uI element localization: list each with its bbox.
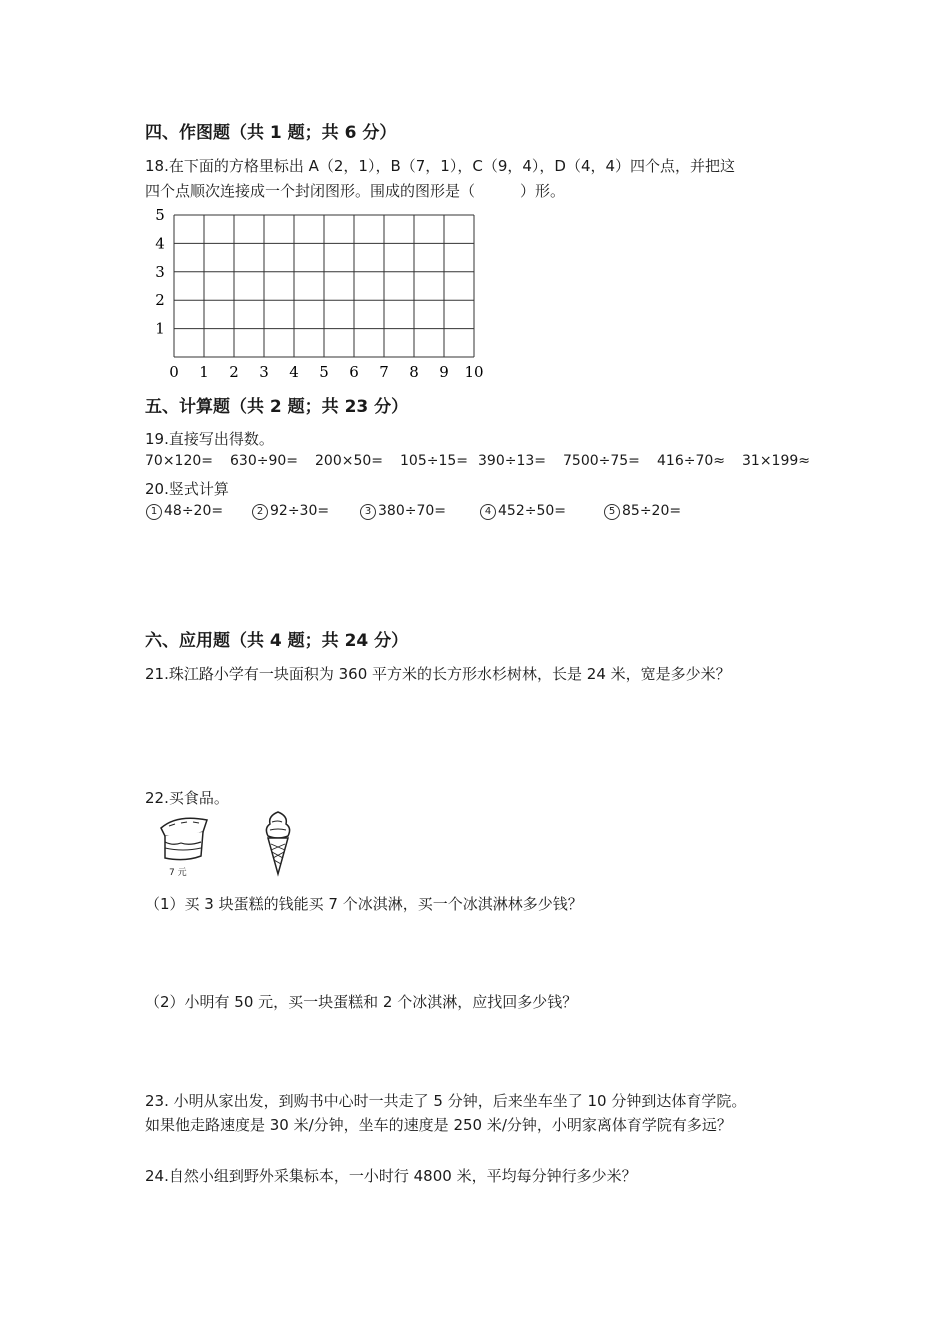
- x-tick-label: 10: [464, 363, 484, 381]
- section-4-heading: 四、作图题（共 1 题；共 6 分）: [145, 123, 397, 143]
- q20-item: 1 48÷20=: [146, 503, 223, 520]
- ice-cream-icon: [260, 808, 296, 880]
- x-tick-label: 3: [259, 363, 269, 381]
- q19-title: 19.直接写出得数。: [145, 430, 274, 448]
- q20-item: 3 380÷70=: [360, 503, 446, 520]
- section-5-heading: 五、计算题（共 2 题；共 23 分）: [145, 397, 409, 417]
- q18-line-2: 四个点顺次连接成一个封闭图形。围成的图形是（ ）形。: [145, 182, 566, 200]
- q22-sub-1: （1）买 3 块蛋糕的钱能买 7 个冰淇淋，买一个冰淇淋林多少钱？: [145, 895, 583, 913]
- x-tick-label: 0: [169, 363, 179, 381]
- q19-item: 390÷13=: [478, 453, 546, 469]
- q19-item: 70×120=: [145, 453, 213, 469]
- q23-line-1: 23. 小明从家出发，到购书中心时一共走了 5 分钟，后来坐车坐了 10 分钟到达体育学院。: [145, 1092, 747, 1110]
- q19-item: 416÷70≈: [657, 453, 725, 469]
- x-tick-label: 4: [289, 363, 299, 381]
- x-tick-label: 9: [439, 363, 449, 381]
- y-tick-label: 1: [155, 319, 165, 338]
- cake-price: 7 元: [169, 868, 187, 878]
- x-tick-label: 5: [319, 363, 329, 381]
- q20-item: 2 92÷30=: [252, 503, 329, 520]
- x-tick-label: 6: [349, 363, 359, 381]
- q18-line-1: 18.在下面的方格里标出 A（2，1），B（7，1），C（9，4），D（4，4）四个点，并把这: [145, 157, 736, 175]
- cake-icon: [155, 812, 213, 878]
- q22-sub-2: （2）小明有 50 元，买一块蛋糕和 2 个冰淇淋，应找回多少钱？: [145, 993, 578, 1011]
- y-tick-label: 3: [155, 262, 165, 281]
- x-tick-label: 8: [409, 363, 419, 381]
- y-tick-label: 4: [155, 234, 165, 253]
- q20-item: 5 85÷20=: [604, 503, 681, 520]
- q19-item: 200×50=: [315, 453, 383, 469]
- q19-item: 105÷15=: [400, 453, 468, 469]
- q19-item: 7500÷75=: [563, 453, 640, 469]
- q23-line-2: 如果他走路速度是 30 米/分钟，坐车的速度是 250 米/分钟，小明家离体育学院有多远？: [145, 1116, 732, 1134]
- q20-item: 4 452÷50=: [480, 503, 566, 520]
- q22-title: 22.买食品。: [145, 789, 229, 807]
- x-tick-label: 1: [199, 363, 209, 381]
- q21-text: 21.珠江路小学有一块面积为 360 平方米的长方形水杉树林，长是 24 米，宽是多少米？: [145, 665, 731, 683]
- q19-item: 31×199≈: [742, 453, 810, 469]
- coordinate-grid: [140, 205, 510, 383]
- x-tick-label: 2: [229, 363, 239, 381]
- y-tick-label: 5: [155, 206, 165, 224]
- section-6-heading: 六、应用题（共 4 题；共 24 分）: [145, 631, 409, 651]
- q20-title: 20.竖式计算: [145, 480, 229, 498]
- q24-text: 24.自然小组到野外采集标本，一小时行 4800 米，平均每分钟行多少米？: [145, 1167, 637, 1185]
- y-tick-label: 2: [155, 291, 165, 310]
- x-tick-label: 7: [379, 363, 389, 381]
- q19-item: 630÷90=: [230, 453, 298, 469]
